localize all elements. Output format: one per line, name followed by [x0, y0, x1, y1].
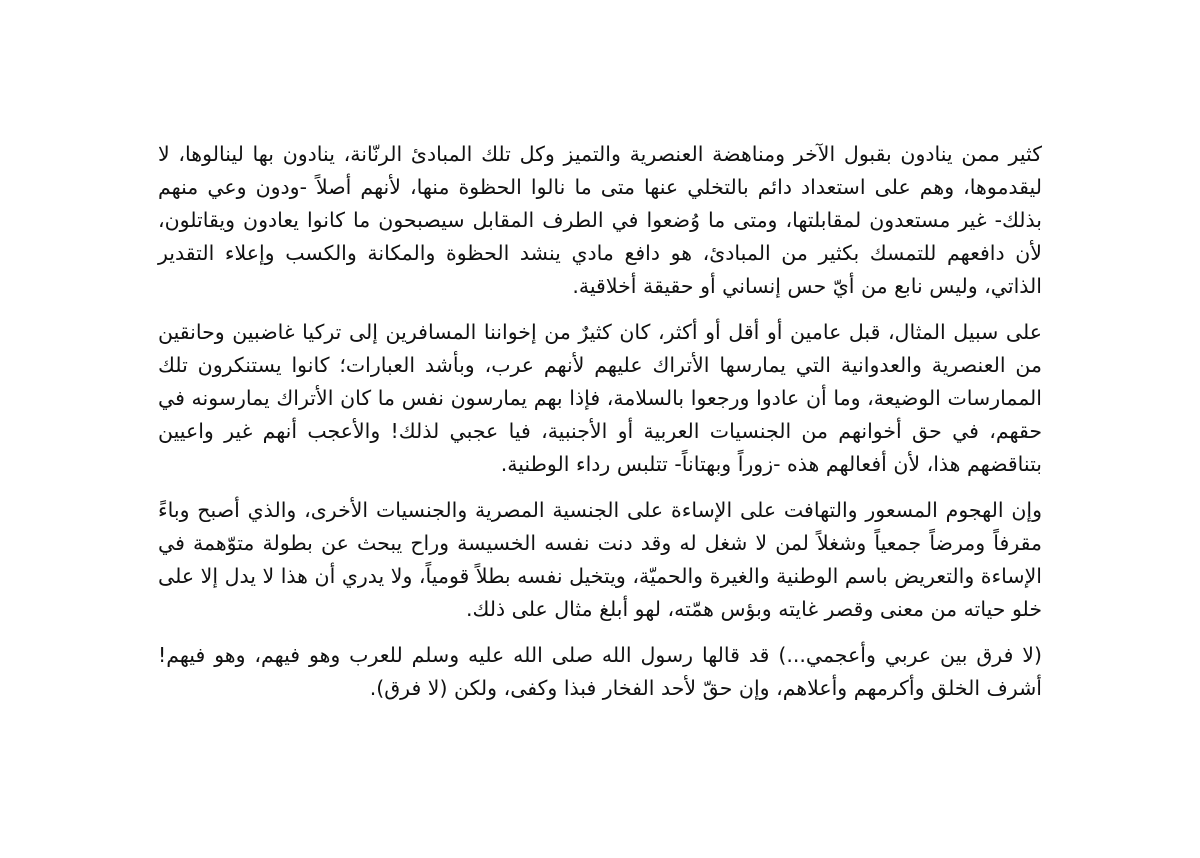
paragraph-1: كثير ممن ينادون بقبول الآخر ومناهضة العنصرية والتميز وكل تلك المبادئ الرنّانة، ينادون بها لينالوها، لا ليقدموها، وهم على استعداد دائم بالتخلي عنها متى ما نالوا الحظوة منها، لأنهم أصلاً -ودون وعي منهم بذلك- غير مستعدون لمقابلتها، ومتى ما وُضعوا في الطرف المقابل سيصبحون ما كانوا يعادون ويقاتلون، لأن دافعهم للتمسك بكثير من المبادئ، هو دافع مادي ينشد الحظوة والمكانة والكسب وإعلاء التقدير الذاتي، وليس نابع من أيّ حس إنساني أو حقيقة أخلاقية.: [158, 142, 1042, 298]
paragraph-2: على سبيل المثال، قبل عامين أو أقل أو أكثر، كان كثيرٌ من إخواننا المسافرين إلى تركيا غاضبين وحانقين من العنصرية والعدوانية التي يمارسها الأتراك عليهم لأنهم عرب، وبأشد العبارات؛ كانوا يستنكرون تلك الممارسات الوضيعة، وما أن عادوا ورجعوا بالسلامة، فإذا بهم يمارسون نفس ما كان الأتراك يمارسونه في حقهم، في حق أخوانهم من الجنسيات العربية أو الأجنبية، فيا عجبي لذلك! والأعجب أنهم غير واعيين بتناقضهم هذا، لأن أفعالهم هذه -زوراً وبهتاناً- تتلبس رداء الوطنية.: [158, 320, 1042, 476]
paragraph-3: وإن الهجوم المسعور والتهافت على الإساءة على الجنسية المصرية والجنسيات الأخرى، والذي أصبح وباءً مقرفاً ومرضاً جمعياً وشغلاً لمن لا شغل له وقد دنت نفسه الخسيسة وراح يبحث عن بطولة متوّهمة في الإساءة والتعريض باسم الوطنية والغيرة والحميّة، ويتخيل نفسه بطلاً قومياً، ولا يدري أن هذا لا يدل إلا على خلو حياته من معنى وقصر غايته وبؤس همّته، لهو أبلغ مثال على ذلك.: [158, 498, 1042, 621]
paragraph-4: (لا فرق بين عربي وأعجمي...) قد قالها رسول الله صلى الله عليه وسلم للعرب وهو فيهم، وهو فيهم! أشرف الخلق وأكرمهم وأعلاهم، وإن حقّ لأحد الفخار فبذا وكفى، ولكن (لا فرق).: [158, 643, 1042, 700]
